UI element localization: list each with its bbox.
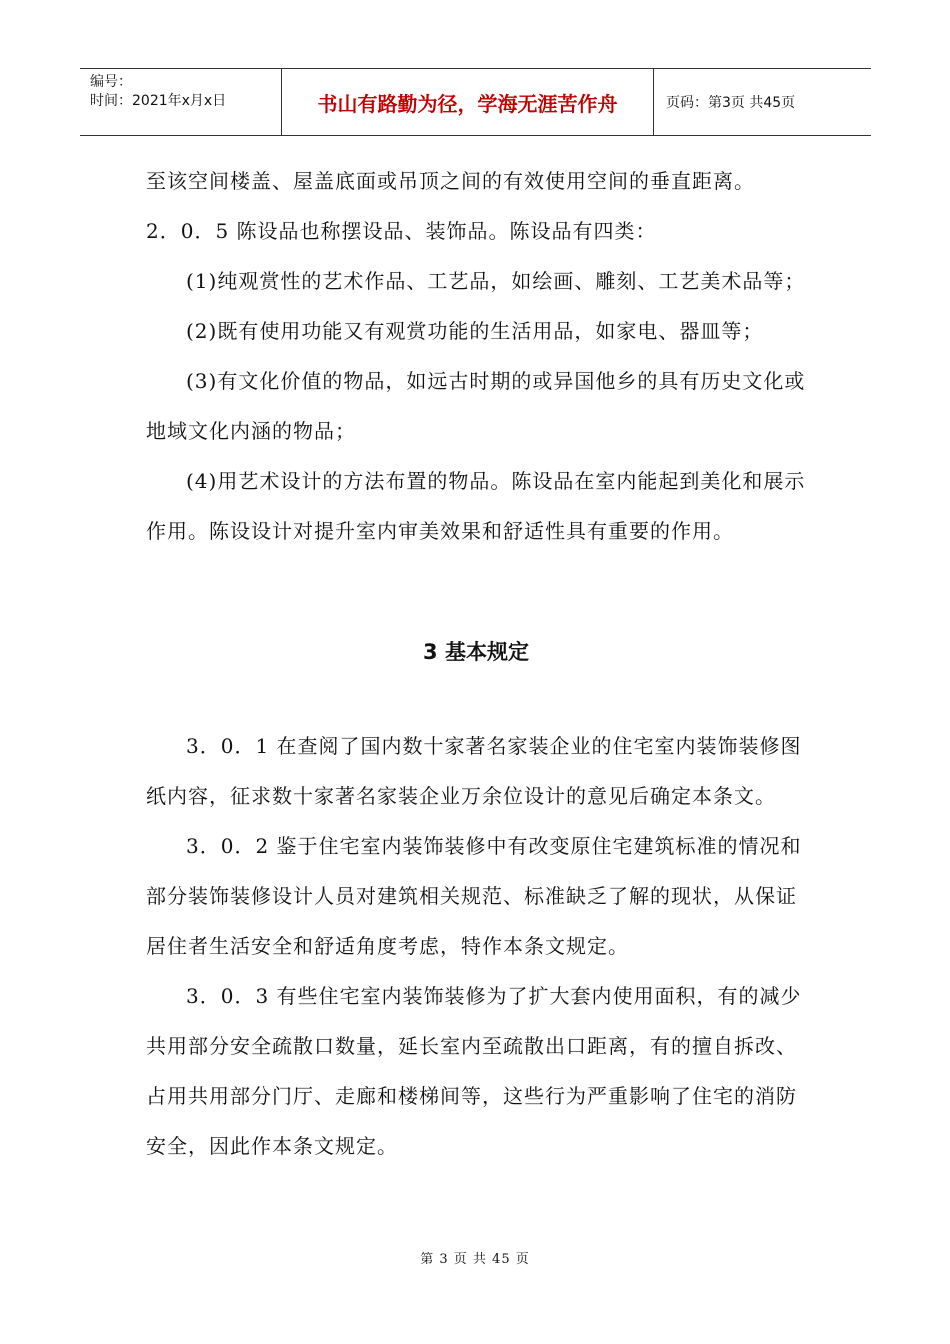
content-top	[146, 156, 806, 556]
document-time: 时间：2021年x月x日	[90, 93, 227, 109]
section-title: 3 基本规定	[423, 640, 529, 664]
paragraph: 至该空间楼盖、屋盖底面或吊顶之间的有效使用空间的垂直距离。	[146, 169, 755, 193]
page-header	[80, 68, 871, 136]
document-number-label: 编号：	[90, 74, 132, 90]
page-footer: 第 3 页 共 45 页	[420, 1252, 530, 1267]
paragraph: (1)纯观赏性的艺术作品、工艺品，如绘画、雕刻、工艺美术品等；	[186, 269, 806, 293]
paragraph: (3)有文化价值的物品，如远古时期的或异国他乡的具有历史文化或地域文化内涵的物品；	[146, 369, 806, 443]
header-page-info-cell	[654, 69, 871, 135]
header-meta	[80, 69, 282, 135]
paragraph: 3．0．2 鉴于住宅室内装饰装修中有改变原住宅建筑标准的情况和部分装饰装修设计人员对建筑相关规范、标准缺乏了解的现状，从保证居住者生活安全和舒适角度考虑，特作本条文规定。	[146, 834, 802, 958]
header-motto-cell	[282, 69, 654, 135]
paragraph: (2)既有使用功能又有观赏功能的生活用品，如家电、器皿等；	[186, 319, 764, 343]
paragraph: 3．0．3 有些住宅室内装饰装修为了扩大套内使用面积，有的减少共用部分安全疏散口数量，延长室内至疏散出口距离，有的擅自拆改、占用共用部分门厅、走廊和楼梯间等，这些行为严重影响了住宅的消防安全，因此作本条文规定。	[146, 984, 802, 1158]
header-page-info: 页码：第3页 共45页	[666, 95, 796, 111]
paragraph: 3．0．1 在查阅了国内数十家著名家装企业的住宅室内装饰装修图纸内容，征求数十家著名家装企业万余位设计的意见后确定本条文。	[146, 734, 802, 808]
paragraph: 2．0．5 陈设品也称摆设品、装饰品。陈设品有四类：	[146, 219, 657, 243]
content-bottom	[146, 721, 806, 1171]
header-motto: 书山有路勤为径，学海无涯苦作舟	[317, 91, 618, 116]
paragraph: (4)用艺术设计的方法布置的物品。陈设品在室内能起到美化和展示作用。陈设设计对提升室内审美效果和舒适性具有重要的作用。	[146, 469, 806, 543]
